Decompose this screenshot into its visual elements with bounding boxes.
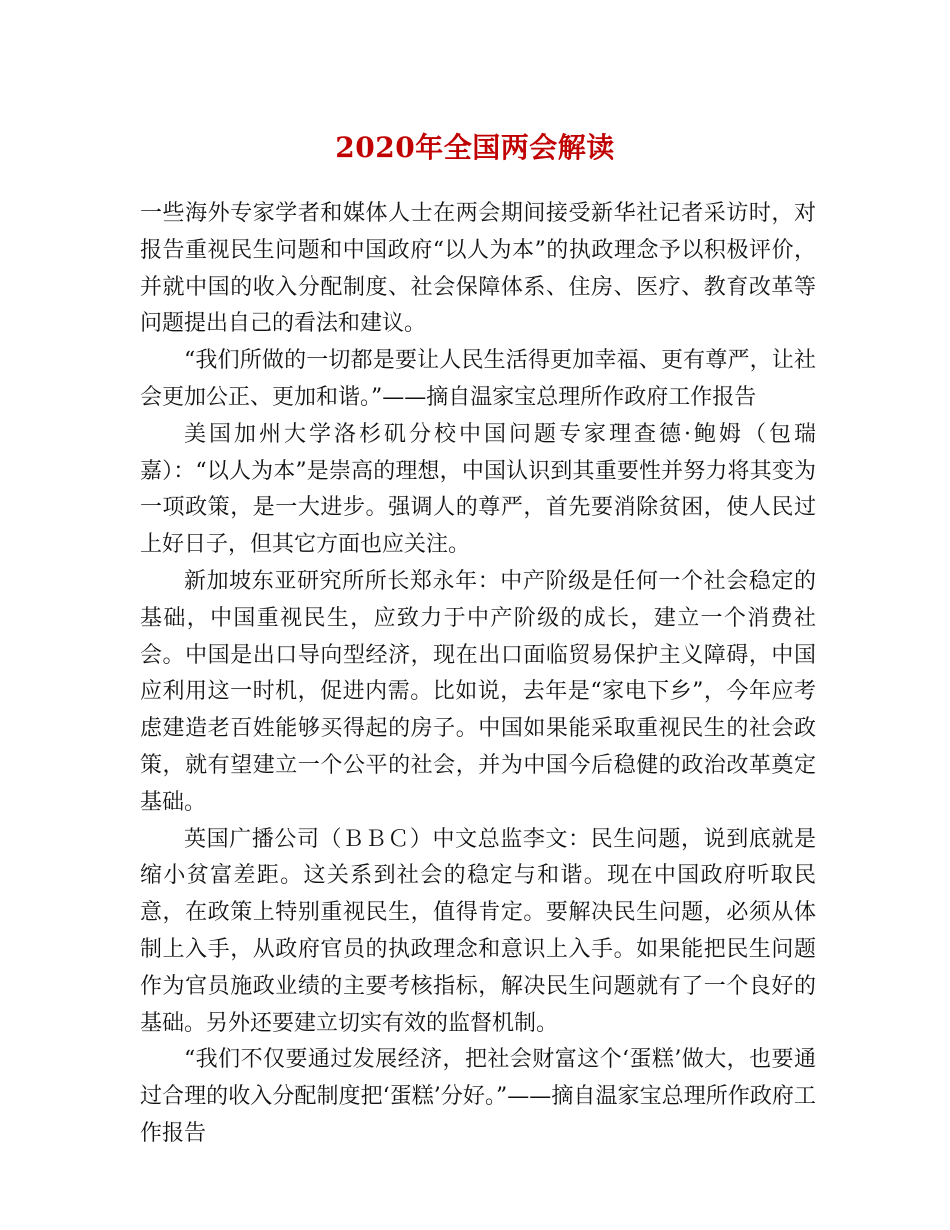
paragraph: “我们所做的一切都是要让人民生活得更加幸福、更有尊严，让社会更加公正、更加和谐。”——摘自温家宝总理所作政府工作报告 xyxy=(140,348,816,410)
page-title: 2020年全国两会解读 xyxy=(335,131,615,164)
document-body xyxy=(140,196,816,1153)
paragraph: 英国广播公司（ＢＢＣ）中文总监李文：民生问题，说到底就是缩小贫富差距。这关系到社会的稳定与和谐。现在中国政府听取民意，在政策上特别重视民生，值得肯定。要解决民生问题，必须从体制上入手，从政府官员的执政理念和意识上入手。如果能把民生问题作为官员施政业绩的主要考核指标，解决民生问题就有了一个良好的基础。另外还要建立切实有效的监督机制。 xyxy=(140,826,816,1036)
paragraph: 一些海外专家学者和媒体人士在两会期间接受新华社记者采访时，对报告重视民生问题和中国政府“以人为本”的执政理念予以积极评价，并就中国的收入分配制度、社会保障体系、住房、医疗、教育改革等问题提出自己的看法和建议。 xyxy=(140,201,816,337)
paragraph: 新加坡东亚研究所所长郑永年：中产阶级是任何一个社会稳定的基础，中国重视民生，应致力于中产阶级的成长，建立一个消费社会。中国是出口导向型经济，现在出口面临贸易保护主义障碍，中国应利用这一时机，促进内需。比如说，去年是“家电下乡”，今年应考虑建造老百姓能够买得起的房子。中国如果能采取重视民生的社会政策，就有望建立一个公平的社会，并为中国今后稳健的政治改革奠定基础。 xyxy=(140,568,816,815)
paragraph: “我们不仅要通过发展经济，把社会财富这个‘蛋糕’做大，也要通过合理的收入分配制度把‘蛋糕’分好。”——摘自温家宝总理所作政府工作报告 xyxy=(140,1047,816,1146)
paragraph: 美国加州大学洛杉矶分校中国问题专家理查德·鲍姆（包瑞嘉）：“以人为本”是崇高的理想，中国认识到其重要性并努力将其变为一项政策，是一大进步。强调人的尊严，首先要消除贫困，使人民过上好日子，但其它方面也应关注。 xyxy=(140,421,816,558)
